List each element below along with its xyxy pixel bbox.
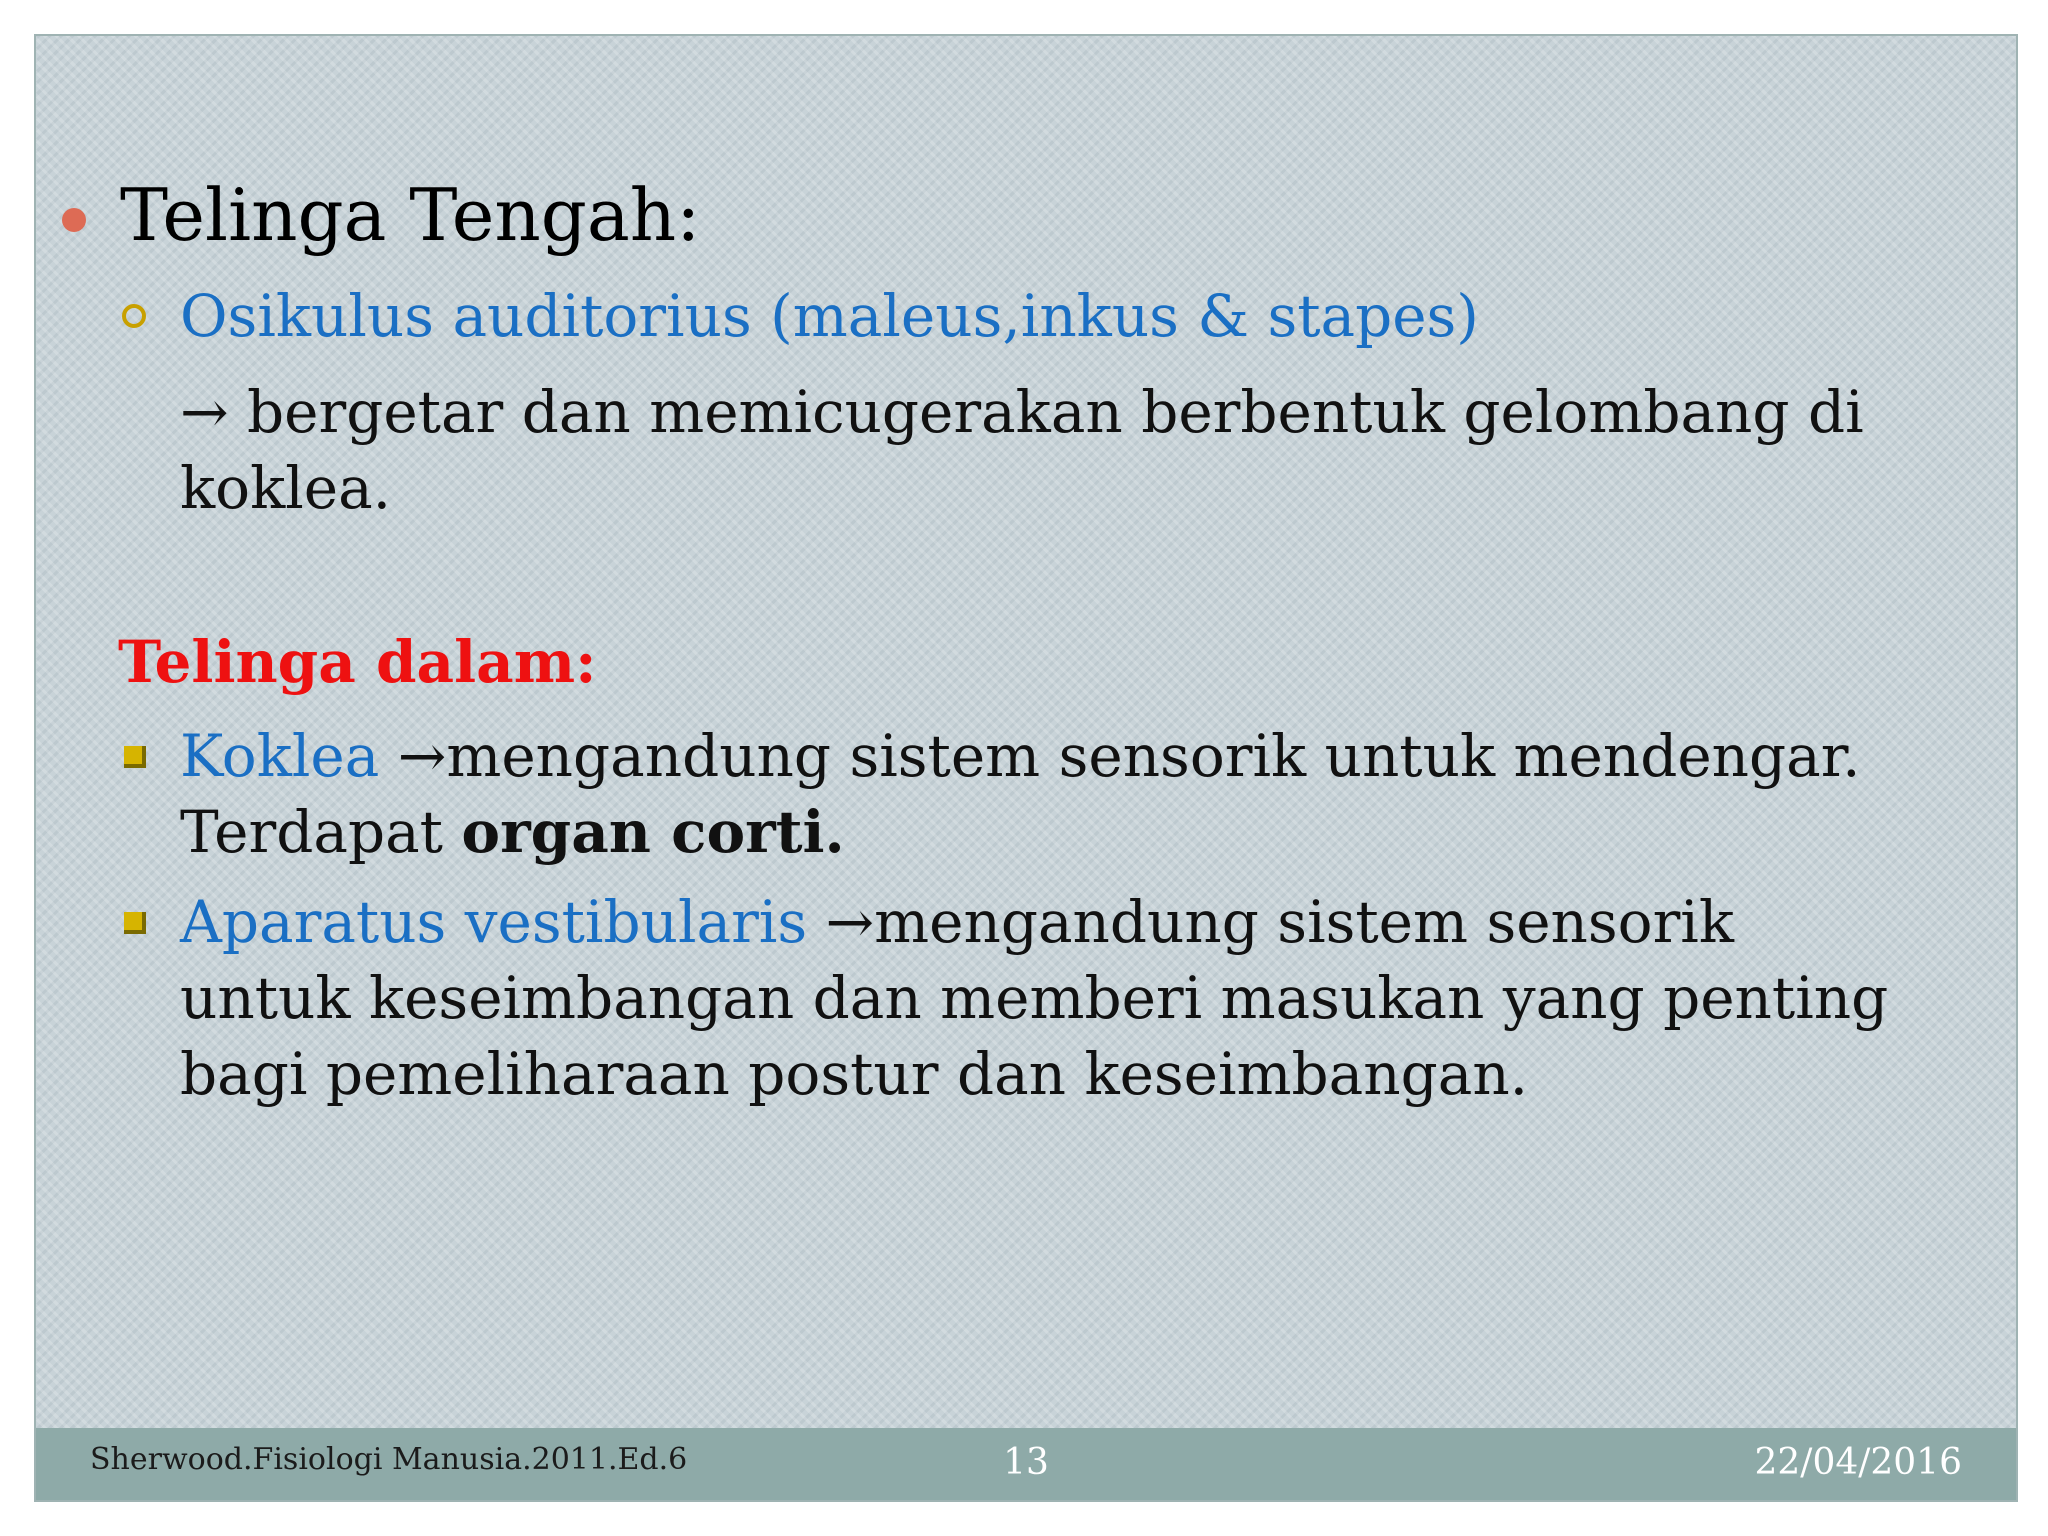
organ-corti-text: organ corti.	[461, 798, 845, 866]
list-item-koklea	[180, 718, 1900, 870]
slide-heading: Telinga Tengah:	[120, 173, 701, 257]
footer-source: Sherwood.Fisiologi Manusia.2011.Ed.6	[90, 1442, 688, 1477]
term-koklea: Koklea	[180, 722, 380, 790]
slide	[34, 34, 2018, 1502]
square-bullet-icon	[124, 746, 146, 768]
ossicles-description: → bergetar dan memicugerakan berbentuk gelombang di koklea.	[180, 378, 1864, 522]
bullet-dot-icon	[62, 208, 86, 232]
page-number: 13	[1003, 1442, 1049, 1483]
square-bullet-icon	[124, 912, 146, 934]
inner-ear-heading: Telinga dalam:	[118, 628, 597, 696]
vestibular-description: →mengandung sistem sensorik untuk keseimbangan dan memberi masukan yang penting bagi pemeliharaan postur dan keseimbangan.	[180, 888, 1889, 1108]
ossicles-title: Osikulus auditorius (maleus,inkus & stapes)	[180, 282, 1479, 350]
footer-bar	[36, 1428, 2016, 1500]
list-item-vestibular	[180, 884, 1900, 1112]
circle-bullet-icon	[122, 304, 146, 328]
footer-date: 22/04/2016	[1754, 1442, 1962, 1483]
term-vestibular: Aparatus vestibularis	[180, 888, 808, 956]
koklea-description: →mengandung sistem sensorik untuk mendengar. Terdapat	[180, 722, 1861, 866]
